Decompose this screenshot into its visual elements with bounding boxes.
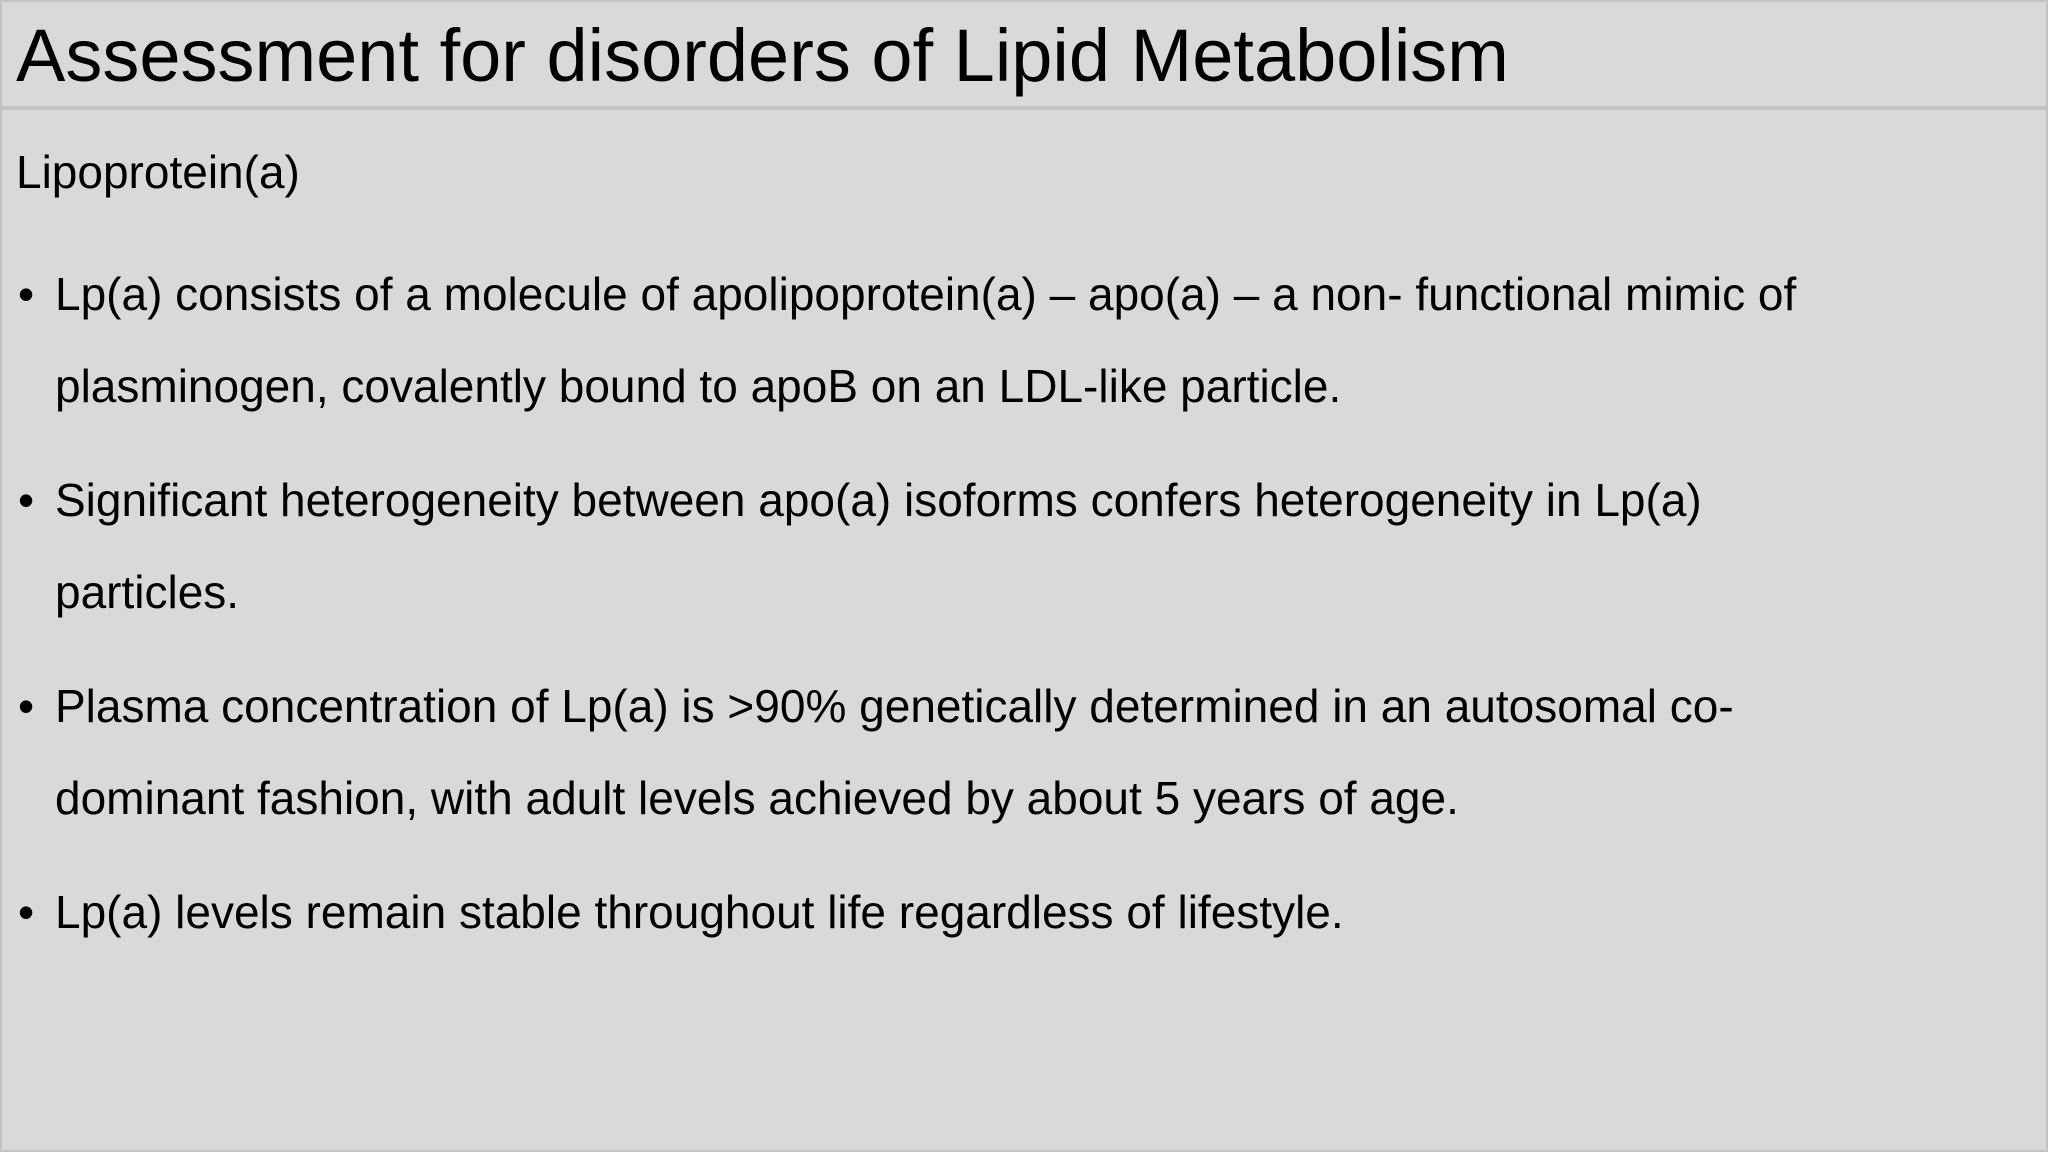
bullet-line: particles. — [55, 566, 240, 618]
bullet-icon: • — [18, 474, 35, 526]
bullet-item — [2, 454, 2048, 638]
bullet-icon: • — [18, 268, 35, 320]
bullet-line: Plasma concentration of Lp(a) is >90% genetically determined in an autosomal co- — [55, 680, 1734, 732]
section-heading: Lipoprotein(a) — [16, 146, 300, 198]
bullet-line: Lp(a) levels remain stable throughout life regardless of lifestyle. — [55, 886, 1344, 938]
bullet-list — [2, 248, 2048, 980]
bullet-text — [55, 454, 2020, 638]
slide-title: Assessment for disorders of Lipid Metabolism — [16, 14, 1509, 97]
bullet-text — [55, 866, 2020, 958]
bullet-line: Lp(a) consists of a molecule of apolipoprotein(a) – apo(a) – a non- functional mimic of — [55, 268, 1797, 320]
bullet-line: Significant heterogeneity between apo(a) isoforms confers heterogeneity in Lp(a) — [55, 474, 1702, 526]
bullet-line: dominant fashion, with adult levels achieved by about 5 years of age. — [55, 772, 1459, 824]
bullet-item — [2, 660, 2048, 844]
bullet-text — [55, 660, 2020, 844]
bullet-text — [55, 248, 2020, 432]
bullet-item — [2, 866, 2048, 958]
title-bar — [2, 2, 2046, 110]
bullet-line: plasminogen, covalently bound to apoB on an LDL-like particle. — [55, 360, 1342, 412]
bullet-icon: • — [18, 886, 35, 938]
bullet-icon: • — [18, 680, 35, 732]
bullet-item — [2, 248, 2048, 432]
